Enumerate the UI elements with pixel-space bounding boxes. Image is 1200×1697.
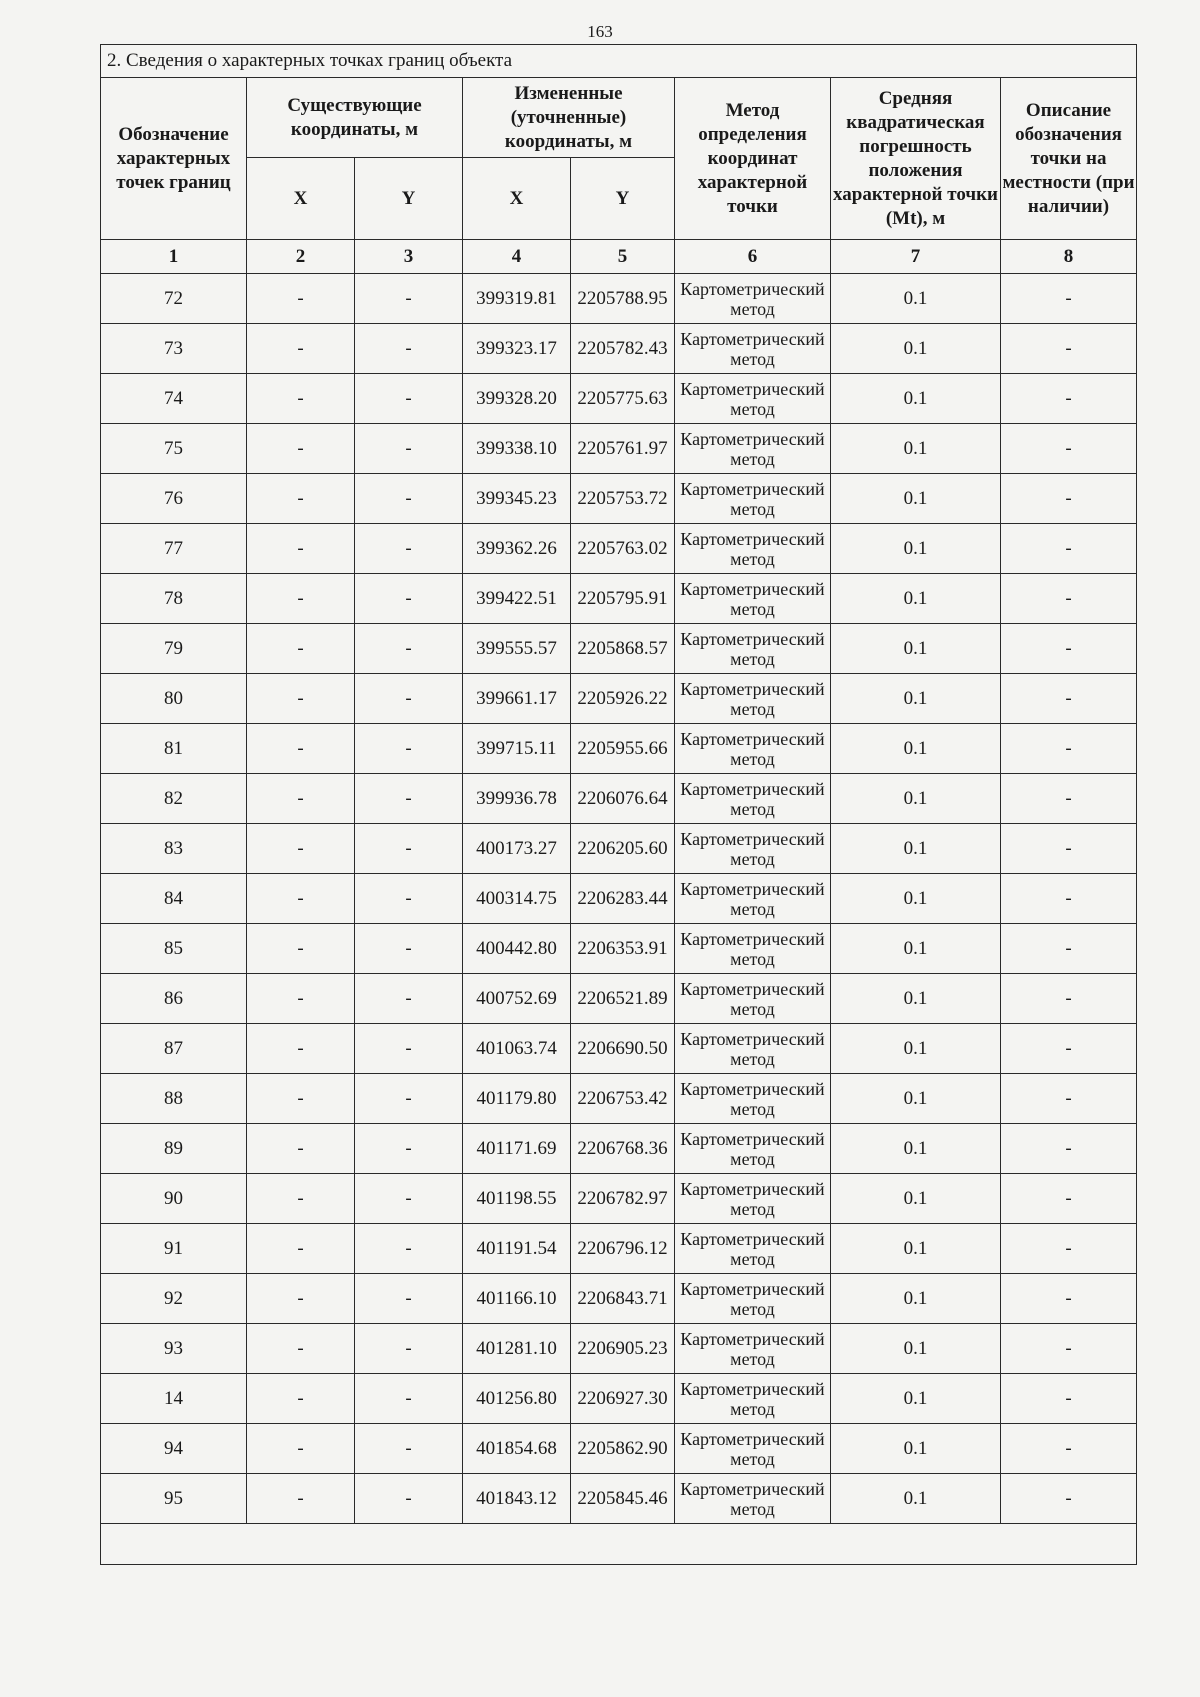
cell-x: 400314.75 xyxy=(463,874,571,924)
cell-error: 0.1 xyxy=(831,274,1001,324)
cell-description: - xyxy=(1001,424,1137,474)
cell-description: - xyxy=(1001,974,1137,1024)
cell-x: 399936.78 xyxy=(463,774,571,824)
cell-existing-x: - xyxy=(247,874,355,924)
cell-y: 2206782.97 xyxy=(571,1174,675,1224)
cell-existing-x: - xyxy=(247,1324,355,1374)
cell-point: 80 xyxy=(101,674,247,724)
cell-x: 399323.17 xyxy=(463,324,571,374)
table-row xyxy=(101,324,1137,374)
cell-error: 0.1 xyxy=(831,774,1001,824)
cell-method: Картометрический метод xyxy=(675,1224,831,1274)
cell-existing-x: - xyxy=(247,1124,355,1174)
cell-existing-x: - xyxy=(247,374,355,424)
cell-method: Картометрический метод xyxy=(675,1474,831,1524)
cell-y: 2206283.44 xyxy=(571,874,675,924)
cell-existing-y: - xyxy=(355,774,463,824)
cell-point: 81 xyxy=(101,724,247,774)
cell-existing-y: - xyxy=(355,424,463,474)
cell-existing-x: - xyxy=(247,674,355,724)
cell-method: Картометрический метод xyxy=(675,474,831,524)
cell-error: 0.1 xyxy=(831,824,1001,874)
table-row xyxy=(101,924,1137,974)
cell-y: 2206205.60 xyxy=(571,824,675,874)
cell-existing-x: - xyxy=(247,474,355,524)
table-row xyxy=(101,1124,1137,1174)
cell-description: - xyxy=(1001,274,1137,324)
cell-existing-y: - xyxy=(355,524,463,574)
cell-error: 0.1 xyxy=(831,374,1001,424)
header-error: Средняя квадратическая погрешность положения характерной точки (Mt), м xyxy=(831,78,1001,240)
cell-method: Картометрический метод xyxy=(675,674,831,724)
cell-error: 0.1 xyxy=(831,1474,1001,1524)
cell-description: - xyxy=(1001,674,1137,724)
table-empty-footer-row xyxy=(101,1524,1137,1565)
cell-point: 75 xyxy=(101,424,247,474)
table-row xyxy=(101,1074,1137,1124)
cell-point: 84 xyxy=(101,874,247,924)
table-row xyxy=(101,424,1137,474)
column-number: 8 xyxy=(1001,240,1137,274)
cell-point: 76 xyxy=(101,474,247,524)
cell-y: 2206753.42 xyxy=(571,1074,675,1124)
cell-x: 401171.69 xyxy=(463,1124,571,1174)
cell-existing-y: - xyxy=(355,1274,463,1324)
table-row xyxy=(101,274,1137,324)
cell-error: 0.1 xyxy=(831,1424,1001,1474)
cell-existing-x: - xyxy=(247,1424,355,1474)
cell-y: 2205868.57 xyxy=(571,624,675,674)
cell-x: 401854.68 xyxy=(463,1424,571,1474)
cell-point: 95 xyxy=(101,1474,247,1524)
cell-method: Картометрический метод xyxy=(675,324,831,374)
cell-error: 0.1 xyxy=(831,1124,1001,1174)
cell-method: Картометрический метод xyxy=(675,574,831,624)
cell-point: 85 xyxy=(101,924,247,974)
column-number: 5 xyxy=(571,240,675,274)
cell-description: - xyxy=(1001,1424,1137,1474)
cell-existing-y: - xyxy=(355,1224,463,1274)
column-number: 7 xyxy=(831,240,1001,274)
cell-x: 399661.17 xyxy=(463,674,571,724)
page-number: 163 xyxy=(587,22,613,41)
cell-existing-x: - xyxy=(247,574,355,624)
cell-method: Картометрический метод xyxy=(675,1074,831,1124)
cell-x: 401256.80 xyxy=(463,1374,571,1424)
cell-error: 0.1 xyxy=(831,1274,1001,1324)
cell-description: - xyxy=(1001,1174,1137,1224)
cell-existing-x: - xyxy=(247,324,355,374)
table-body xyxy=(101,274,1137,1524)
cell-method: Картометрический метод xyxy=(675,274,831,324)
cell-y: 2205795.91 xyxy=(571,574,675,624)
cell-method: Картометрический метод xyxy=(675,874,831,924)
cell-existing-y: - xyxy=(355,824,463,874)
cell-y: 2206843.71 xyxy=(571,1274,675,1324)
cell-existing-x: - xyxy=(247,1074,355,1124)
cell-x: 401843.12 xyxy=(463,1474,571,1524)
cell-error: 0.1 xyxy=(831,1024,1001,1074)
cell-existing-x: - xyxy=(247,1024,355,1074)
cell-x: 401198.55 xyxy=(463,1174,571,1224)
cell-existing-y: - xyxy=(355,474,463,524)
table-row xyxy=(101,574,1137,624)
cell-point: 73 xyxy=(101,324,247,374)
cell-existing-x: - xyxy=(247,1274,355,1324)
cell-existing-y: - xyxy=(355,624,463,674)
column-number: 6 xyxy=(675,240,831,274)
cell-point: 77 xyxy=(101,524,247,574)
cell-error: 0.1 xyxy=(831,724,1001,774)
cell-y: 2206521.89 xyxy=(571,974,675,1024)
cell-existing-y: - xyxy=(355,1324,463,1374)
cell-existing-x: - xyxy=(247,824,355,874)
cell-existing-y: - xyxy=(355,1374,463,1424)
table-row xyxy=(101,974,1137,1024)
cell-y: 2205763.02 xyxy=(571,524,675,574)
cell-y: 2206927.30 xyxy=(571,1374,675,1424)
cell-existing-x: - xyxy=(247,924,355,974)
cell-existing-y: - xyxy=(355,324,463,374)
cell-method: Картометрический метод xyxy=(675,824,831,874)
cell-y: 2205782.43 xyxy=(571,324,675,374)
cell-x: 399328.20 xyxy=(463,374,571,424)
cell-description: - xyxy=(1001,824,1137,874)
cell-point: 88 xyxy=(101,1074,247,1124)
table-row xyxy=(101,724,1137,774)
cell-method: Картометрический метод xyxy=(675,974,831,1024)
cell-error: 0.1 xyxy=(831,474,1001,524)
boundary-points-table xyxy=(100,44,1137,1565)
cell-error: 0.1 xyxy=(831,524,1001,574)
cell-point: 74 xyxy=(101,374,247,424)
cell-y: 2206353.91 xyxy=(571,924,675,974)
cell-method: Картометрический метод xyxy=(675,424,831,474)
table-row xyxy=(101,524,1137,574)
cell-existing-x: - xyxy=(247,1474,355,1524)
cell-point: 92 xyxy=(101,1274,247,1324)
cell-method: Картометрический метод xyxy=(675,1274,831,1324)
cell-x: 399555.57 xyxy=(463,624,571,674)
cell-existing-y: - xyxy=(355,974,463,1024)
cell-description: - xyxy=(1001,374,1137,424)
cell-x: 399715.11 xyxy=(463,724,571,774)
cell-description: - xyxy=(1001,1024,1137,1074)
cell-existing-x: - xyxy=(247,524,355,574)
cell-method: Картометрический метод xyxy=(675,774,831,824)
cell-y: 2205845.46 xyxy=(571,1474,675,1524)
cell-point: 89 xyxy=(101,1124,247,1174)
cell-error: 0.1 xyxy=(831,324,1001,374)
header-existing-x: X xyxy=(247,158,355,240)
boundary-points-sheet xyxy=(100,44,1136,1565)
cell-point: 79 xyxy=(101,624,247,674)
cell-description: - xyxy=(1001,924,1137,974)
cell-point: 91 xyxy=(101,1224,247,1274)
cell-description: - xyxy=(1001,1474,1137,1524)
cell-description: - xyxy=(1001,624,1137,674)
cell-method: Картометрический метод xyxy=(675,1124,831,1174)
table-row xyxy=(101,1424,1137,1474)
cell-y: 2205761.97 xyxy=(571,424,675,474)
cell-existing-y: - xyxy=(355,924,463,974)
column-number-row xyxy=(101,240,1137,274)
cell-error: 0.1 xyxy=(831,974,1001,1024)
cell-existing-x: - xyxy=(247,1224,355,1274)
column-number: 3 xyxy=(355,240,463,274)
cell-point: 93 xyxy=(101,1324,247,1374)
cell-point: 90 xyxy=(101,1174,247,1224)
cell-error: 0.1 xyxy=(831,574,1001,624)
cell-y: 2205753.72 xyxy=(571,474,675,524)
cell-y: 2206796.12 xyxy=(571,1224,675,1274)
cell-existing-x: - xyxy=(247,724,355,774)
cell-error: 0.1 xyxy=(831,1074,1001,1124)
cell-method: Картометрический метод xyxy=(675,1024,831,1074)
cell-method: Картометрический метод xyxy=(675,1324,831,1374)
header-existing-coordinates: Существующие координаты, м xyxy=(247,78,463,158)
cell-method: Картометрический метод xyxy=(675,1174,831,1224)
cell-y: 2205955.66 xyxy=(571,724,675,774)
cell-error: 0.1 xyxy=(831,424,1001,474)
cell-error: 0.1 xyxy=(831,624,1001,674)
cell-x: 399319.81 xyxy=(463,274,571,324)
table-row xyxy=(101,1324,1137,1374)
cell-y: 2205775.63 xyxy=(571,374,675,424)
cell-error: 0.1 xyxy=(831,674,1001,724)
cell-x: 400752.69 xyxy=(463,974,571,1024)
cell-y: 2205788.95 xyxy=(571,274,675,324)
cell-x: 400173.27 xyxy=(463,824,571,874)
table-row xyxy=(101,1374,1137,1424)
cell-x: 400442.80 xyxy=(463,924,571,974)
table-row xyxy=(101,1224,1137,1274)
cell-description: - xyxy=(1001,324,1137,374)
table-row xyxy=(101,1024,1137,1074)
cell-existing-y: - xyxy=(355,674,463,724)
cell-method: Картометрический метод xyxy=(675,1374,831,1424)
cell-point: 78 xyxy=(101,574,247,624)
cell-existing-y: - xyxy=(355,874,463,924)
cell-description: - xyxy=(1001,1324,1137,1374)
cell-existing-x: - xyxy=(247,274,355,324)
cell-description: - xyxy=(1001,774,1137,824)
table-row xyxy=(101,1474,1137,1524)
header-changed-x: X xyxy=(463,158,571,240)
cell-method: Картометрический метод xyxy=(675,374,831,424)
cell-y: 2206905.23 xyxy=(571,1324,675,1374)
cell-x: 399422.51 xyxy=(463,574,571,624)
cell-x: 401166.10 xyxy=(463,1274,571,1324)
cell-existing-y: - xyxy=(355,1124,463,1174)
cell-method: Картометрический метод xyxy=(675,924,831,974)
column-number: 4 xyxy=(463,240,571,274)
cell-existing-y: - xyxy=(355,1074,463,1124)
cell-existing-x: - xyxy=(247,624,355,674)
cell-existing-y: - xyxy=(355,574,463,624)
cell-existing-y: - xyxy=(355,1024,463,1074)
cell-description: - xyxy=(1001,874,1137,924)
cell-point: 83 xyxy=(101,824,247,874)
column-number: 1 xyxy=(101,240,247,274)
cell-existing-y: - xyxy=(355,374,463,424)
cell-x: 399338.10 xyxy=(463,424,571,474)
cell-description: - xyxy=(1001,724,1137,774)
cell-existing-x: - xyxy=(247,424,355,474)
table-row xyxy=(101,474,1137,524)
cell-error: 0.1 xyxy=(831,1324,1001,1374)
table-row xyxy=(101,774,1137,824)
cell-x: 401063.74 xyxy=(463,1024,571,1074)
cell-existing-x: - xyxy=(247,1174,355,1224)
cell-y: 2206768.36 xyxy=(571,1124,675,1174)
table-row xyxy=(101,674,1137,724)
cell-x: 399345.23 xyxy=(463,474,571,524)
cell-point: 14 xyxy=(101,1374,247,1424)
table-caption: 2. Сведения о характерных точках границ объекта xyxy=(101,45,1137,78)
cell-error: 0.1 xyxy=(831,874,1001,924)
column-number: 2 xyxy=(247,240,355,274)
header-point: Обозначение характерных точек границ xyxy=(101,78,247,240)
cell-description: - xyxy=(1001,1124,1137,1174)
cell-point: 87 xyxy=(101,1024,247,1074)
cell-existing-y: - xyxy=(355,1424,463,1474)
cell-method: Картометрический метод xyxy=(675,624,831,674)
cell-existing-y: - xyxy=(355,1174,463,1224)
table-row xyxy=(101,374,1137,424)
cell-point: 82 xyxy=(101,774,247,824)
cell-description: - xyxy=(1001,1074,1137,1124)
cell-point: 94 xyxy=(101,1424,247,1474)
header-changed-coordinates: Измененные (уточненные) координаты, м xyxy=(463,78,675,158)
cell-existing-y: - xyxy=(355,274,463,324)
cell-description: - xyxy=(1001,1374,1137,1424)
table-row xyxy=(101,824,1137,874)
cell-description: - xyxy=(1001,574,1137,624)
cell-error: 0.1 xyxy=(831,924,1001,974)
cell-method: Картометрический метод xyxy=(675,1424,831,1474)
cell-x: 399362.26 xyxy=(463,524,571,574)
table-row xyxy=(101,1174,1137,1224)
cell-y: 2206690.50 xyxy=(571,1024,675,1074)
header-existing-y: Y xyxy=(355,158,463,240)
cell-error: 0.1 xyxy=(831,1174,1001,1224)
table-row xyxy=(101,624,1137,674)
cell-x: 401191.54 xyxy=(463,1224,571,1274)
cell-existing-x: - xyxy=(247,1374,355,1424)
cell-method: Картометрический метод xyxy=(675,724,831,774)
cell-existing-x: - xyxy=(247,774,355,824)
header-method: Метод определения координат характерной точки xyxy=(675,78,831,240)
header-changed-y: Y xyxy=(571,158,675,240)
cell-error: 0.1 xyxy=(831,1224,1001,1274)
cell-point: 86 xyxy=(101,974,247,1024)
cell-x: 401281.10 xyxy=(463,1324,571,1374)
cell-existing-y: - xyxy=(355,724,463,774)
cell-existing-x: - xyxy=(247,974,355,1024)
table-row xyxy=(101,1274,1137,1324)
cell-description: - xyxy=(1001,1224,1137,1274)
cell-existing-y: - xyxy=(355,1474,463,1524)
cell-y: 2205862.90 xyxy=(571,1424,675,1474)
cell-point: 72 xyxy=(101,274,247,324)
empty-cell xyxy=(101,1524,1137,1565)
cell-y: 2205926.22 xyxy=(571,674,675,724)
header-description: Описание обозначения точки на местности (при наличии) xyxy=(1001,78,1137,240)
cell-description: - xyxy=(1001,524,1137,574)
table-row xyxy=(101,874,1137,924)
cell-error: 0.1 xyxy=(831,1374,1001,1424)
cell-description: - xyxy=(1001,1274,1137,1324)
cell-x: 401179.80 xyxy=(463,1074,571,1124)
cell-y: 2206076.64 xyxy=(571,774,675,824)
cell-description: - xyxy=(1001,474,1137,524)
cell-method: Картометрический метод xyxy=(675,524,831,574)
